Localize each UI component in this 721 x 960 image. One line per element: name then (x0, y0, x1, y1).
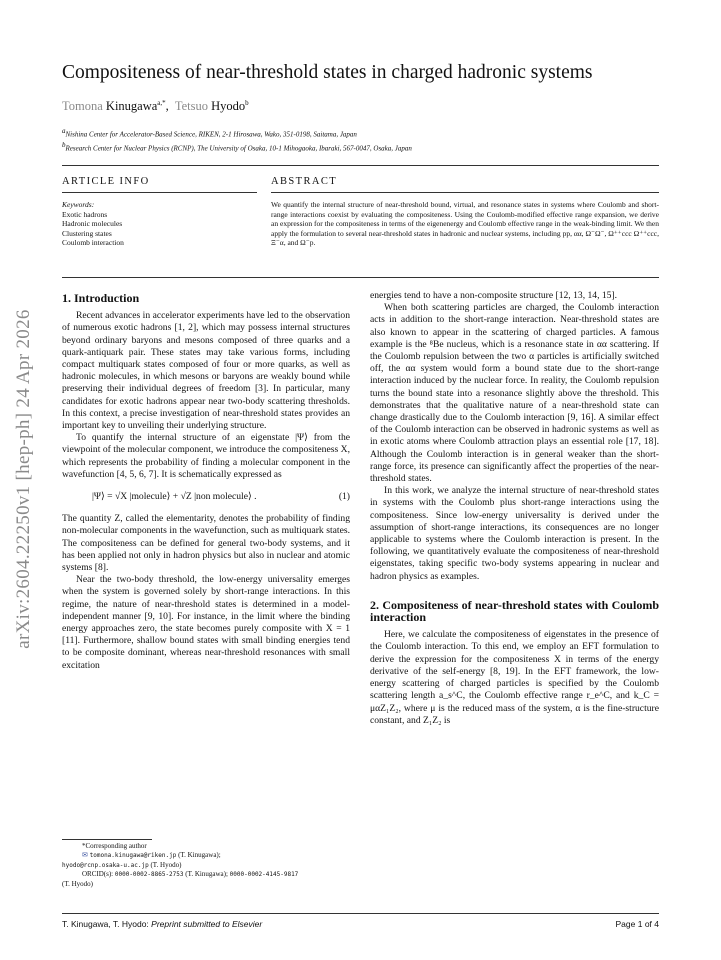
footnote-divider (62, 839, 152, 840)
mail-icon: ✉ (82, 851, 88, 860)
keywords (62, 200, 257, 248)
corresponding-author: *Corresponding author (82, 842, 147, 850)
divider (62, 165, 659, 166)
equation-body: |Ψ⟩ = √X |molecule⟩ + √Z |non molecule⟩ . (92, 491, 257, 503)
paragraph: To quantify the internal structure of an eigenstate |Ψ⟩ from the viewpoint of the molecular component, we introduce the compositeness X, which represents the probability of finding a molecular component in the wavefunction [4, 5, 6, 7]. It is schematically expressed as (62, 432, 350, 480)
footer-authors: T. Kinugawa, T. Hyodo: (62, 919, 149, 929)
orcid-owner: (T. Kinugawa); (185, 870, 228, 879)
abstract-text: We quantify the internal structure of near-threshold bound, virtual, and resonance states in systems where Coulomb and short-range interactions coexist by evaluating the compositeness. Using the Coulomb-modified effective range expansion, we derive an expression for the compositeness in terms of the eigenenergy and Coulomb effective range in the weak-binding limit. We then apply the formulation to several near-threshold states in hadronic and nuclear systems, including pp, αα, Ω⁻Ω⁻, Ω⁺⁺ccc Ω⁺⁺ccc, Ξ⁻α, and Ω⁻p. (271, 200, 659, 248)
orcid-link[interactable]: 0000-0002-8865-2753 (114, 871, 184, 879)
affil-mark: a (62, 127, 66, 135)
paragraph: energies tend to have a non-composite structure [12, 13, 14, 15]. (370, 290, 618, 301)
author-given: Tetsuo (174, 99, 208, 114)
right-column (370, 290, 659, 727)
paragraph: Near the two-body threshold, the low-energy universality emerges when the system is governed solely by short-range interactions. In this regime, the nature of near-threshold states is determined in a model-independent manner [9, 10]. For instance, in the limit where the binding energy approaches zero, the state becomes purely composite with X = 1 [11]. Furthermore, shallow bound states with small binding energies tend to be composite dominant, whereas near-threshold resonances with small excitation (62, 574, 350, 671)
section-heading: 2. Compositeness of near-threshold states with Coulomb interaction (370, 597, 659, 625)
affiliation: Nishina Center for Accelerator-Based Science, RIKEN, 2-1 Hirosawa, Wako, 351-0198, Saitama, Japan (65, 130, 357, 139)
article-info-label: ARTICLE INFO (62, 176, 150, 187)
keywords-label: Keywords: (62, 200, 95, 209)
keyword: Coulomb interaction (62, 238, 124, 247)
paper-title: Compositeness of near-threshold states in charged hadronic systems (62, 62, 593, 83)
paragraph: In this work, we analyze the internal structure of near-threshold states in systems with the Coulomb plus short-range interactions using the compositeness. Since low-energy universality is derived under the assumption of short-range interactions, its consequences are no longer applicable to systems where the Coulomb interaction is present. In the following, we quantitatively evaluate the compositeness of near-threshold eigenstates, taking specific two-body systems appearing in nuclear and hadron physics as examples. (370, 485, 659, 582)
divider (62, 277, 659, 278)
footnotes (62, 842, 352, 889)
footer-divider (62, 913, 659, 914)
orcid-link[interactable]: 0000-0002-4145-9817 (229, 871, 299, 879)
page-number: Page 1 of 4 (615, 919, 659, 929)
author-marks: a,* (157, 99, 166, 107)
paragraph: When both scattering particles are charged, the Coulomb interaction acts in addition to the short-range interaction. Near-threshold states are also known to appear in the scattering of charged particles. A famous example is the ⁸Be nucleus, which is a resonance state in αα scattering. If the Coulomb repulsion between the two α particles is artificially switched off, the αα system would form a bound state due to the short-range interaction induced by the nuclear force. In reality, the Coulomb repulsion turns the bound state into a resonance slightly above the threshold. This demonstrates that the qualitative nature of a near-threshold state can change drastically due to the Coulomb interaction [9, 16]. A similar effect of the Coulomb interaction can be observed in hadronic systems as well as in exotic atoms where Coulomb attraction plays an essential role [17, 18]. Although the Coulomb interaction is in general weaker than the short-range force, its presence can significantly affect the properties of the near-threshold states. (370, 302, 659, 485)
section-heading: 1. Introduction (62, 291, 140, 305)
author-list: Tomona Kinugawa$^{a,*}$, Tetsuo Hyodo$^b$ (62, 99, 249, 114)
paragraph: The quantity Z, called the elementarity, denotes the probability of finding non-molecular components in the wavefunction, such as multiquark states. The compositeness can be defined for general two-body systems, and it has been applied not only in hadron physics but also in nuclear and atomic systems [8]. (62, 513, 350, 574)
affil-mark: b (62, 141, 66, 150)
left-column (62, 292, 350, 672)
keyword: Clustering states (62, 228, 112, 238)
equation (62, 491, 350, 503)
arxiv-stamp: arXiv:2604.22250v1 [hep-ph] 24 Apr 2026 (13, 309, 34, 649)
keyword: Hadronic molecules (62, 219, 123, 228)
orcid-label: ORCID(s): (82, 870, 114, 879)
paragraph: Recent advances in accelerator experiments have led to the observation of numerous exotic hadrons [1, 2], which may possess internal structures beyond ordinary baryons and mesons composed of three quarks and a quark-antiquark pair. These states may take various forms, including compact multiquark states composed of four or more quarks, as well as hadronic molecules, in which mesons or baryons are weakly bound while preserving their individual degrees of freedom [3]. In particular, many candidates for exotic hadrons appear near two-body scattering thresholds. In this context, a precise investigation of near-threshold states provides an important key to unveiling their underlying structure. (62, 310, 350, 432)
author-family: Hyodo (211, 99, 246, 114)
keyword: Exotic hadrons (62, 209, 108, 219)
orcid-owner: (T. Hyodo) (62, 879, 93, 888)
paragraph: Here, we calculate the compositeness of eigenstates in the presence of the Coulomb interaction. To this end, we employ an EFT formulation to derive the expression for the compositeness X in terms of the energy derivative of the self-energy [8, 19]. In the EFT framework, the low-energy scattering of charged particles is specified by the Coulomb scattering length a_s^C, the Coulomb effective range r_e^C, and k_C = μαZ₁Z₂, where μ is the reduced mass of the system, α is the fine-structure constant, and Z₁Z₂ is (370, 629, 659, 726)
affiliations (62, 126, 672, 155)
affiliation: Research Center for Nuclear Physics (RCNP), The University of Osaka, 10-1 Mihogaoka, Ibaraki, 567-0047, Osaka, Japan (65, 144, 412, 153)
email-owner: (T. Hyodo) (150, 860, 182, 869)
equation-number: (1) (338, 491, 350, 503)
author-given: Tomona (62, 99, 103, 114)
email-owner: (T. Kinugawa); (178, 851, 221, 860)
email-link[interactable]: hyodo@rcnp.osaka-u.ac.jp (62, 861, 149, 869)
author-family: Kinugawa (105, 99, 158, 114)
email-link[interactable]: tomona.kinugawa@riken.jp (89, 852, 177, 860)
footer-citation (62, 919, 262, 929)
divider (271, 192, 659, 193)
abstract-label: ABSTRACT (271, 176, 338, 187)
divider (62, 192, 257, 193)
author-marks: b (245, 99, 249, 107)
footer-venue: Preprint submitted to Elsevier (151, 919, 263, 929)
